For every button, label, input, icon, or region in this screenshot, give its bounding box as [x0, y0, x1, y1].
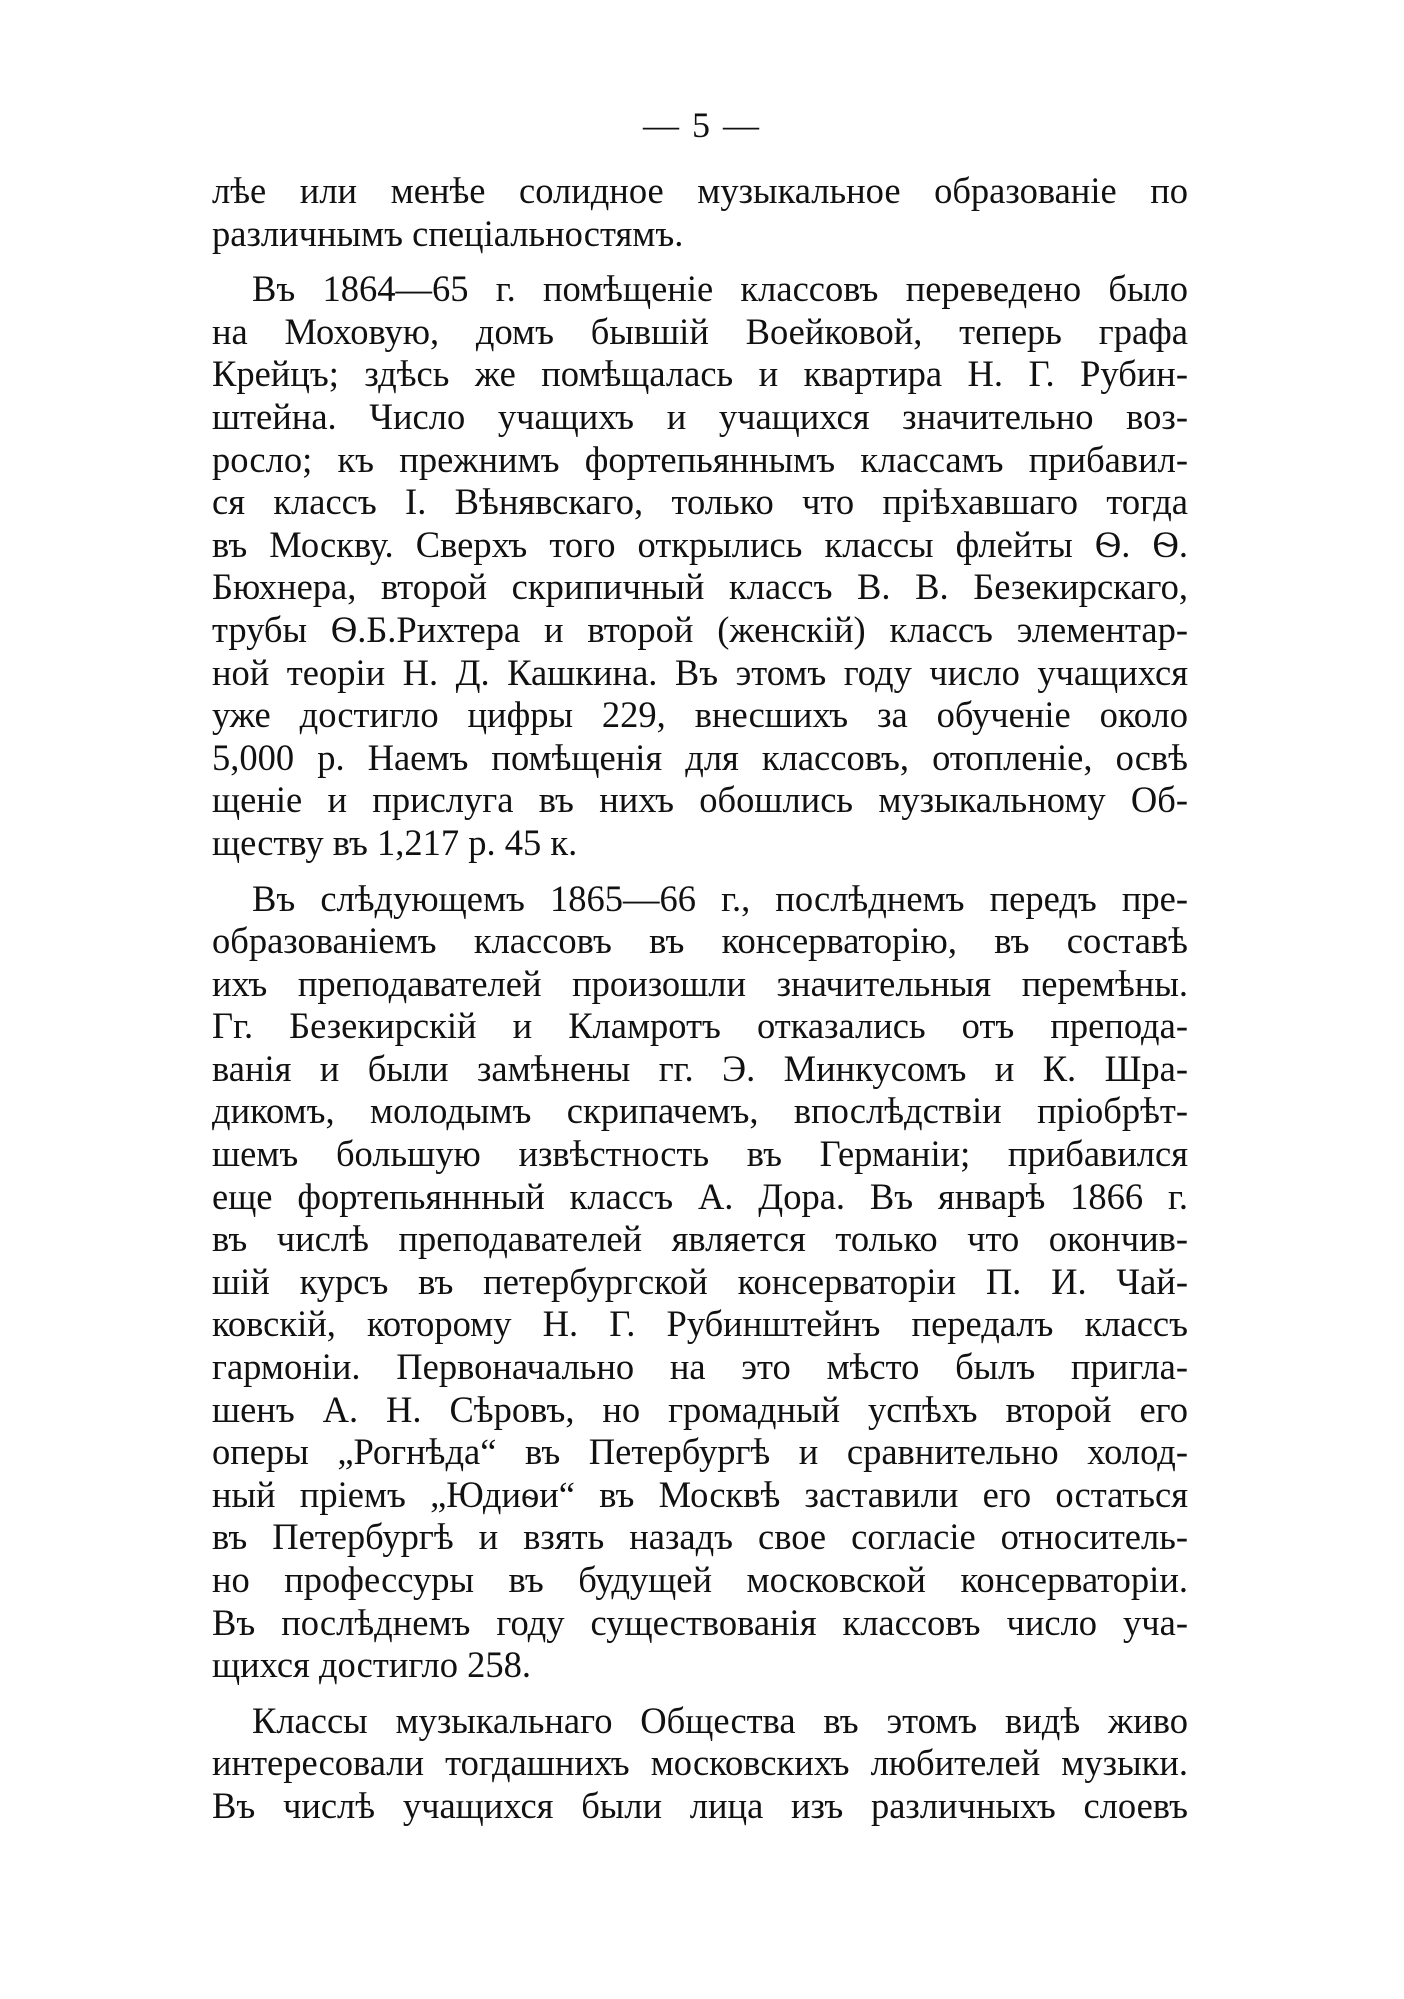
paragraph-4 [212, 1700, 1188, 1828]
text-line: ся классъ І. Вѣнявскаго, только что пріѣхавшаго тогда [212, 481, 1188, 523]
text-line: росло; къ прежнимъ фортепьяннымъ классамъ прибавил- [212, 438, 1188, 480]
text-line: дикомъ, молодымъ скрипачемъ, впослѣдствіи пріобрѣт- [212, 1090, 1188, 1132]
text-line: въ Петербургѣ и взять назадъ свое согласіе относитель- [212, 1516, 1188, 1558]
text-line: но профессуры въ будущей московской консерваторіи. [212, 1559, 1188, 1600]
text-line: ной теоріи Н. Д. Кашкина. Въ этомъ году число учащихся [212, 651, 1188, 693]
text-line: лѣе или менѣе солидное музыкальное образованіе по [212, 170, 1188, 211]
text-line: въ Москву. Сверхъ того открылись классы флейты Ѳ. Ѳ. [212, 523, 1188, 565]
text-line: Крейцъ; здѣсь же помѣщалась и квартира Н. Г. Рубин- [212, 353, 1188, 395]
text-line: Въ 1864—65 г. помѣщеніе классовъ переведено было [252, 268, 1188, 310]
text-line: шенъ А. Н. Сѣровъ, но громадный успѣхъ второй его [212, 1388, 1188, 1430]
text-line: на Моховую, домъ бывшій Воейковой, теперь графа [212, 310, 1188, 352]
text-line: Въ послѣднемъ году существованія классовъ число уча- [212, 1601, 1188, 1643]
text-line: ихъ преподавателей произошли значительныя перемѣны. [212, 962, 1188, 1004]
text-line: различнымъ спеціальностямъ. [212, 212, 684, 254]
text-line: въ числѣ преподавателей является только что окончив- [212, 1218, 1188, 1260]
text-line: интересовали тогдашнихъ московскихъ любителей музыки. [212, 1742, 1188, 1784]
text-line: 5,000 р. Наемъ помѣщенія для классовъ, отопленіе, освѣ [212, 736, 1188, 778]
text-line: Въ числѣ учащихся были лица изъ различныхъ слоевъ [212, 1784, 1188, 1826]
text-line: гармоніи. Первоначально на это мѣсто былъ пригла- [212, 1346, 1188, 1388]
paragraph-2 [212, 268, 1188, 864]
text-line: образованіемъ классовъ въ консерваторію, въ составѣ [212, 920, 1188, 962]
page-number: — 5 — [643, 105, 761, 145]
text-line: щеніе и прислуга въ нихъ обошлись музыкальному Об- [212, 779, 1188, 821]
text-line: Бюхнера, второй скрипичный классъ В. В. Безекирскаго, [212, 566, 1188, 608]
text-line: штейна. Число учащихъ и учащихся значительно воз- [212, 395, 1188, 437]
text-line: Гг. Безекирскій и Кламротъ отказались отъ препода- [212, 1005, 1188, 1047]
text-line: шій курсъ въ петербургской консерваторіи П. И. Чай- [212, 1260, 1188, 1302]
text-line: ществу въ 1,217 р. 45 к. [212, 821, 578, 863]
text-line: Классы музыкальнаго Общества въ этомъ видѣ живо [252, 1699, 1188, 1741]
paragraph-1 [212, 170, 1188, 255]
body-text [212, 170, 1188, 1841]
text-line: щихся достигло 258. [212, 1644, 531, 1686]
text-line: ный пріемъ „Юдиѳи“ въ Москвѣ заставили его остаться [212, 1473, 1188, 1515]
text-line: ванія и были замѣнены гг. Э. Минкусомъ и К. Шра- [212, 1047, 1188, 1089]
text-line: Въ слѣдующемъ 1865—66 г., послѣднемъ передъ пре- [252, 877, 1188, 919]
paragraph-3 [212, 878, 1188, 1687]
text-line: еще фортепьяннный классъ А. Дора. Въ январѣ 1866 г. [212, 1175, 1188, 1217]
text-line: трубы Ѳ.Б.Рихтера и второй (женскій) классъ элементар- [212, 608, 1188, 650]
text-line: оперы „Рогнѣда“ въ Петербургѣ и сравнительно холод- [212, 1431, 1188, 1473]
text-line: ковскій, которому Н. Г. Рубинштейнъ передалъ классъ [212, 1303, 1188, 1345]
text-line: шемъ большую извѣстность въ Германіи; прибавился [212, 1133, 1188, 1175]
text-line: уже достигло цифры 229, внесшихъ за обученіе около [212, 694, 1188, 736]
